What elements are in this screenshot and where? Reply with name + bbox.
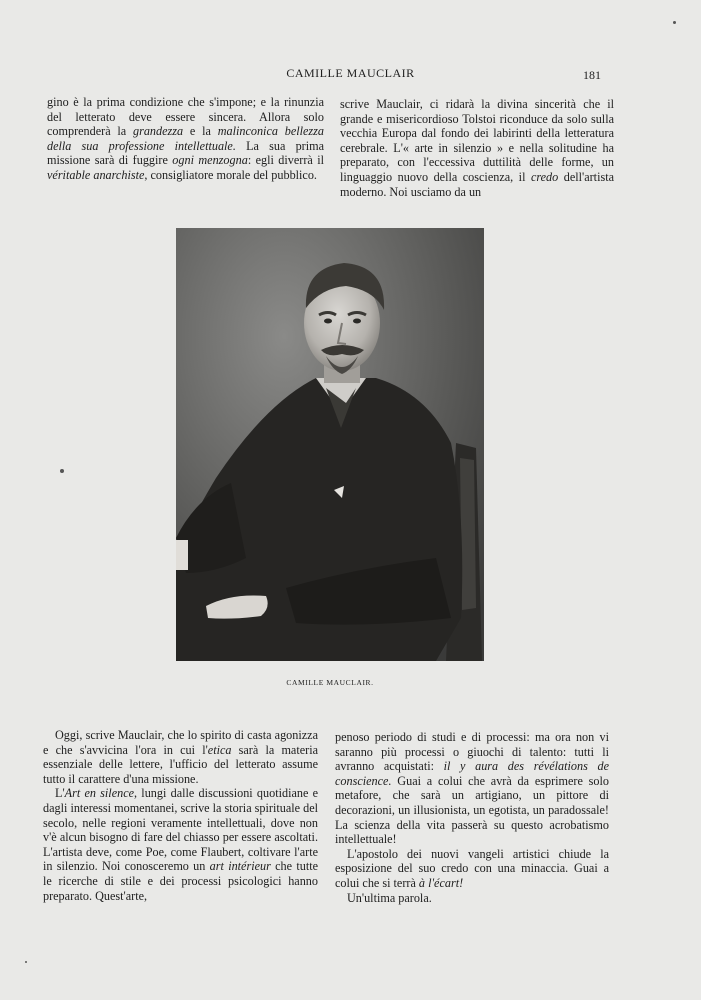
text-run: e la: [183, 124, 218, 139]
italic-run: credo: [530, 169, 559, 184]
column-bottom-right: [335, 730, 609, 905]
text-run: : egli diverrà il: [247, 153, 324, 168]
italic-run: à l'écart!: [418, 875, 464, 890]
text-run: , consigliatore morale del pubblico.: [144, 167, 317, 182]
page-number: 181: [583, 68, 601, 82]
paragraph: [335, 847, 609, 891]
column-bottom-left: [43, 728, 318, 903]
italic-run: véritable anarchiste: [47, 167, 145, 182]
italic-run: ogni menzogna: [172, 153, 248, 168]
text-run: La sua prima missione sarà di fuggire: [47, 138, 324, 168]
text-run: , lungi dalle discussioni quotidiane e dagli interessi momentanei, scrive la storia spirituale del secolo, nelle regioni veramente intellettuali, dove non v'è alcun bisogno di fare del chiasso per essere ascoltati. L'artista deve, come Poe, come Flaubert, coltivare l'arte in silenzio. Noi conosceremo un: [43, 786, 319, 874]
text-run: che tutte le ricerche di stile e dei processi psicologici hanno preparato. Quest'arte,: [43, 859, 319, 903]
paragraph: [43, 728, 318, 786]
text-run: sarà la materia essenziale delle lettere, l'ufficio del letterato assume tutto il carattere d'una missione.: [43, 742, 318, 786]
portrait-illustration: [176, 228, 484, 661]
italic-run: etica: [207, 742, 232, 757]
text-run: Guai a colui che avrà da esprimere solo metafore, che sarà un artigiano, un pittore di decorazioni, un illusionista, un egotista, un paradossale! La scienza della vita passerà su questo acrobatismo intellettuale!: [335, 773, 609, 847]
text-run: penoso periodo di studi e di processi: ma ora non vi saranno più processi o giuochi di talento: tutti li avranno acquistati:: [335, 730, 609, 774]
text-run: scrive Mauclair, ci ridarà la divina sincerità che il grande e misericordioso Tolstoi riconduce da solo sulla vecchia Europa dal fondo dei labirinti della letteratura cerebrale. L'« arte in silenzio » e nella solitudine ha preparato, con l'eccessiva duttilità delle forme, un linguaggio nuovo della coscienza, il: [340, 97, 614, 184]
paragraph: [335, 730, 609, 847]
italic-run: art intérieur: [209, 859, 271, 874]
text-run: dell'artista moderno. Noi usciamo da un: [340, 169, 614, 199]
text-run: gino è la prima condizione che s'impone; e la rinunzia del letterato deve essere sincera. Allora solo comprenderà la: [47, 95, 324, 139]
column-top-right: [340, 97, 614, 199]
paper-speck: [25, 961, 27, 963]
italic-run: il y aura des révélations de conscience.: [335, 759, 609, 788]
portrait-photograph: [176, 228, 484, 661]
text-run: Oggi, scrive Mauclair, che lo spirito di casta agonizza e che s'avvicina l'ora in cui l': [43, 728, 318, 757]
text-run: Un'ultima parola.: [347, 890, 432, 905]
running-title: CAMILLE MAUCLAIR: [286, 66, 415, 80]
figure-caption: CAMILLE MAUCLAIR.: [286, 678, 374, 687]
paper-speck: [60, 469, 64, 473]
column-top-left: [47, 95, 324, 183]
italic-run: Art en silence: [64, 786, 135, 801]
paragraph: [340, 97, 614, 199]
text-run: L'apostolo dei nuovi vangeli artistici chiude la esposizione del suo credo con una minaccia. Guai a colui che si terrà: [335, 846, 609, 890]
italic-run: grandezza: [133, 124, 184, 139]
paragraph: [43, 786, 318, 903]
paper-speck: [673, 21, 676, 24]
paragraph: [335, 891, 609, 906]
paragraph: [47, 95, 324, 183]
italic-run: malinconica bellezza della sua professione intellettuale.: [47, 124, 325, 153]
text-run: L': [55, 786, 65, 801]
